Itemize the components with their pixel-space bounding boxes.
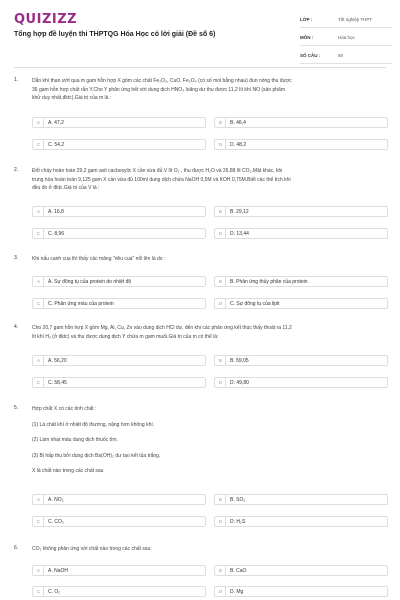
meta-value: Tốt nghiệp THPT — [338, 17, 373, 22]
option-text: A. Sự đông tụ của protein do nhiệt độ — [48, 278, 132, 285]
question-line: lít khí H₂ (ở đktc) và thu được dung dịch Y chứa m gam muối.Giá trị của m có thể là: — [32, 333, 219, 340]
option-text: A. 56,20 — [48, 357, 67, 364]
option-letter: A — [34, 118, 44, 127]
question-number: 2. — [14, 167, 19, 173]
question-line: 36 gam hỗn hợp chất rắn Y.Cho Y phản ứng hết với dung dịch HNO₃ loãng dư thu được 11,2 lít khí NO (sản phẩm — [32, 86, 285, 93]
option-letter: A — [34, 566, 44, 575]
question-number: 6. — [14, 545, 19, 551]
header-divider — [14, 67, 386, 68]
question-text — [32, 77, 384, 103]
option-d[interactable] — [214, 298, 388, 309]
option-letter: A — [34, 356, 44, 365]
option-text: D. 48,2 — [230, 141, 247, 148]
option-letter: C — [34, 587, 44, 596]
question-line: (3) Bị hấp thụ bởi dung dịch Ba(OH)₂ dư tạo kết tủa trắng. — [32, 452, 161, 459]
option-b[interactable] — [214, 355, 388, 366]
question-line: Dẫn khí than ướt qua m gam hỗn hợp X gồm các chất Fe₂O₃, CuO, Fe₃O₄ (có số mol bằng nhau) đun nóng thu được — [32, 78, 292, 84]
question-line: (2) Làm nhạt màu dung dịch thuốc tím. — [32, 437, 118, 443]
option-a[interactable] — [32, 565, 206, 576]
option-letter: A — [34, 207, 44, 216]
option-letter: D — [216, 229, 226, 238]
option-text: C. 8,96 — [48, 230, 65, 237]
question-line: X là chất nào trong các chất sau — [32, 468, 104, 474]
meta-value: Hóa học — [338, 35, 355, 40]
meta-label: LỚP : — [300, 17, 313, 22]
option-text: C. Sự đông tụ của lipit — [230, 300, 280, 307]
option-d[interactable] — [214, 586, 388, 597]
option-letter: C — [34, 517, 44, 526]
question-line: Hợp chất X có các tính chất : — [32, 406, 97, 412]
option-letter: D — [216, 299, 226, 308]
option-b[interactable] — [214, 276, 388, 287]
question-line: Cho 20,7 gam hỗn hợp X gồm Mg, Al, Cu, Zn vào dung dịch HCl dư, đến khi các phản ứng kết thúc thấy thoát ra 11,2 — [32, 325, 292, 331]
option-letter: C — [34, 229, 44, 238]
option-a[interactable] — [32, 494, 206, 505]
question-text — [32, 167, 384, 193]
option-letter: D — [216, 587, 226, 596]
option-text: B. 29,12 — [230, 208, 249, 215]
question-number: 5. — [14, 405, 19, 411]
option-letter: D — [216, 378, 226, 387]
option-letter: D — [216, 517, 226, 526]
option-text: C. CO₂ — [48, 518, 64, 525]
option-letter: B — [216, 356, 226, 365]
question-line: (1) Là chất khí ở nhiệt độ thường, nặng hơn không khí. — [32, 421, 155, 428]
option-text: A. NO₂ — [48, 496, 64, 503]
option-text: C. 54,2 — [48, 141, 65, 148]
option-text: A. 47,2 — [48, 119, 64, 126]
option-letter: B — [216, 566, 226, 575]
meta-row-count — [300, 48, 392, 64]
option-letter: B — [216, 277, 226, 286]
option-d[interactable] — [214, 228, 388, 239]
option-a[interactable] — [32, 206, 206, 217]
option-a[interactable] — [32, 117, 206, 128]
question-text — [32, 324, 384, 341]
option-text: C. 58,45 — [48, 379, 67, 386]
meta-panel — [300, 12, 392, 66]
option-letter: C — [34, 299, 44, 308]
option-text: D. 13,44 — [230, 230, 249, 237]
option-a[interactable] — [32, 355, 206, 366]
option-text: D. H₂S — [230, 518, 246, 525]
option-text: C. Phản ứng màu của protein — [48, 300, 114, 307]
question-text — [32, 405, 384, 476]
option-letter: D — [216, 140, 226, 149]
option-b[interactable] — [214, 494, 388, 505]
meta-value: 50 — [338, 53, 344, 58]
option-text: D. Mg — [230, 588, 244, 595]
option-letter: A — [34, 495, 44, 504]
option-text: A. 16,8 — [48, 208, 64, 215]
question-number: 1. — [14, 77, 19, 83]
option-c[interactable] — [32, 377, 206, 388]
option-text: D. 49,80 — [230, 379, 249, 386]
meta-row-class — [300, 12, 392, 28]
option-letter: B — [216, 207, 226, 216]
page-title: Tổng hợp đề luyện thi THPTQG Hóa Học có lời giải (Đề số 6) — [14, 31, 216, 38]
question-text — [32, 545, 384, 554]
option-letter: C — [34, 378, 44, 387]
option-d[interactable] — [214, 139, 388, 150]
question-number: 4. — [14, 324, 19, 330]
option-letter: A — [34, 277, 44, 286]
option-text: A. NaOH — [48, 567, 69, 574]
option-c[interactable] — [32, 298, 206, 309]
option-d[interactable] — [214, 377, 388, 388]
question-line: Đốt cháy hoàn toàn 29,2 gam axit cacboxylic X cần vừa đủ V lít O₂ , thu được H₂O và 26,88 lít CO₂.Mặt khác, khi — [32, 168, 283, 174]
quizizz-logo: QUIZIZZ — [14, 12, 78, 27]
option-d[interactable] — [214, 516, 388, 527]
question-line: trung hòa hoàn toàn 9,125 gam X cần vừa đủ 100ml dung dịch chứa NaOH 0,5M và KOH 0,75M.Biết các thể tích khí — [32, 176, 291, 183]
option-text: B. Phản ứng thủy phân của protein — [230, 278, 308, 285]
option-letter: C — [34, 140, 44, 149]
meta-row-subject — [300, 30, 392, 46]
option-text: B. CaO — [230, 567, 247, 574]
option-text: B. 46,4 — [230, 119, 246, 126]
question-line: Khi nấu canh cua thì thấy các mảng "riêu cua" nổi lên là do : — [32, 256, 166, 262]
option-text: C. O₂ — [48, 588, 61, 595]
option-text: B. SO₂ — [230, 496, 246, 503]
option-c[interactable] — [32, 516, 206, 527]
question-line: đều đo ở đktc.Giá trị của V là : — [32, 185, 100, 191]
option-a[interactable] — [32, 276, 206, 287]
option-c[interactable] — [32, 586, 206, 597]
option-c[interactable] — [32, 228, 206, 239]
option-text: B. 59,05 — [230, 357, 249, 364]
option-b[interactable] — [214, 117, 388, 128]
question-text — [32, 255, 384, 264]
option-c[interactable] — [32, 139, 206, 150]
question-line: CO₂ không phản ứng với chất nào trong các chất sau: — [32, 546, 152, 552]
question-number: 3. — [14, 255, 19, 261]
option-letter: B — [216, 118, 226, 127]
option-letter: B — [216, 495, 226, 504]
meta-label: SỐ CÂU : — [300, 53, 321, 58]
meta-label: MÔN : — [300, 35, 314, 40]
option-b[interactable] — [214, 206, 388, 217]
question-line: khử duy nhất,đktc).Giá trị của m là : — [32, 95, 112, 101]
option-b[interactable] — [214, 565, 388, 576]
